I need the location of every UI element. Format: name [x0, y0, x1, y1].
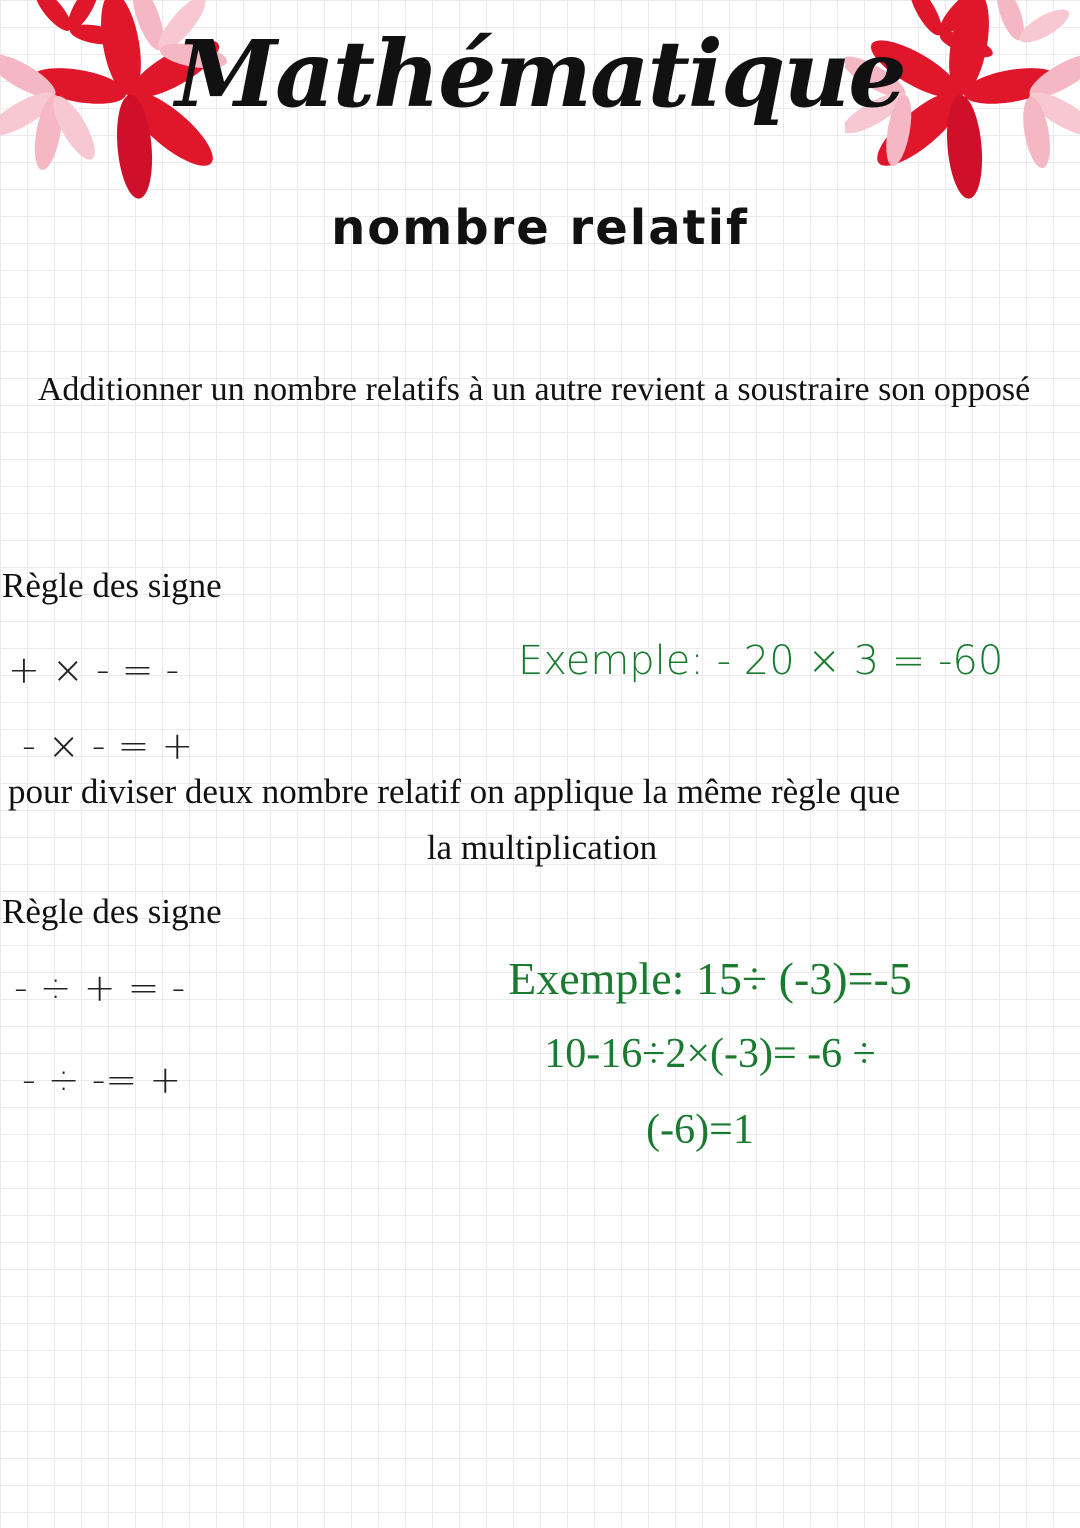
page-title: Mathématique [175, 20, 905, 128]
page-subtitle: nombre relatif [331, 200, 749, 256]
multiplication-rule-heading: Règle des signe [2, 566, 222, 605]
multiplication-rule-1: + × - = - [8, 648, 180, 692]
multiplication-rule-2: - × - = + [22, 724, 194, 768]
division-example-line-3: (-6)=1 [646, 1107, 754, 1153]
division-rule-2: - ÷ -= + [22, 1058, 182, 1102]
division-rule-heading: Règle des signe [2, 892, 222, 931]
division-rule-1: - ÷ + = - [14, 966, 186, 1010]
division-paragraph [8, 764, 1076, 876]
division-line-1: pour diviser deux nombre relatif on applique la même règle que [8, 772, 901, 811]
division-line-2: la multiplication [426, 828, 658, 867]
multiplication-example: Exemple: - 20 × 3 = -60 [518, 638, 1004, 684]
intro-paragraph: Additionner un nombre relatifs à un autre revient a soustraire son opposé [37, 371, 1031, 408]
division-example-line-1: Exemple: 15÷ (-3)=-5 [508, 953, 912, 1004]
division-example-line-2: 10-16÷2×(-3)= -6 ÷ [544, 1031, 876, 1077]
